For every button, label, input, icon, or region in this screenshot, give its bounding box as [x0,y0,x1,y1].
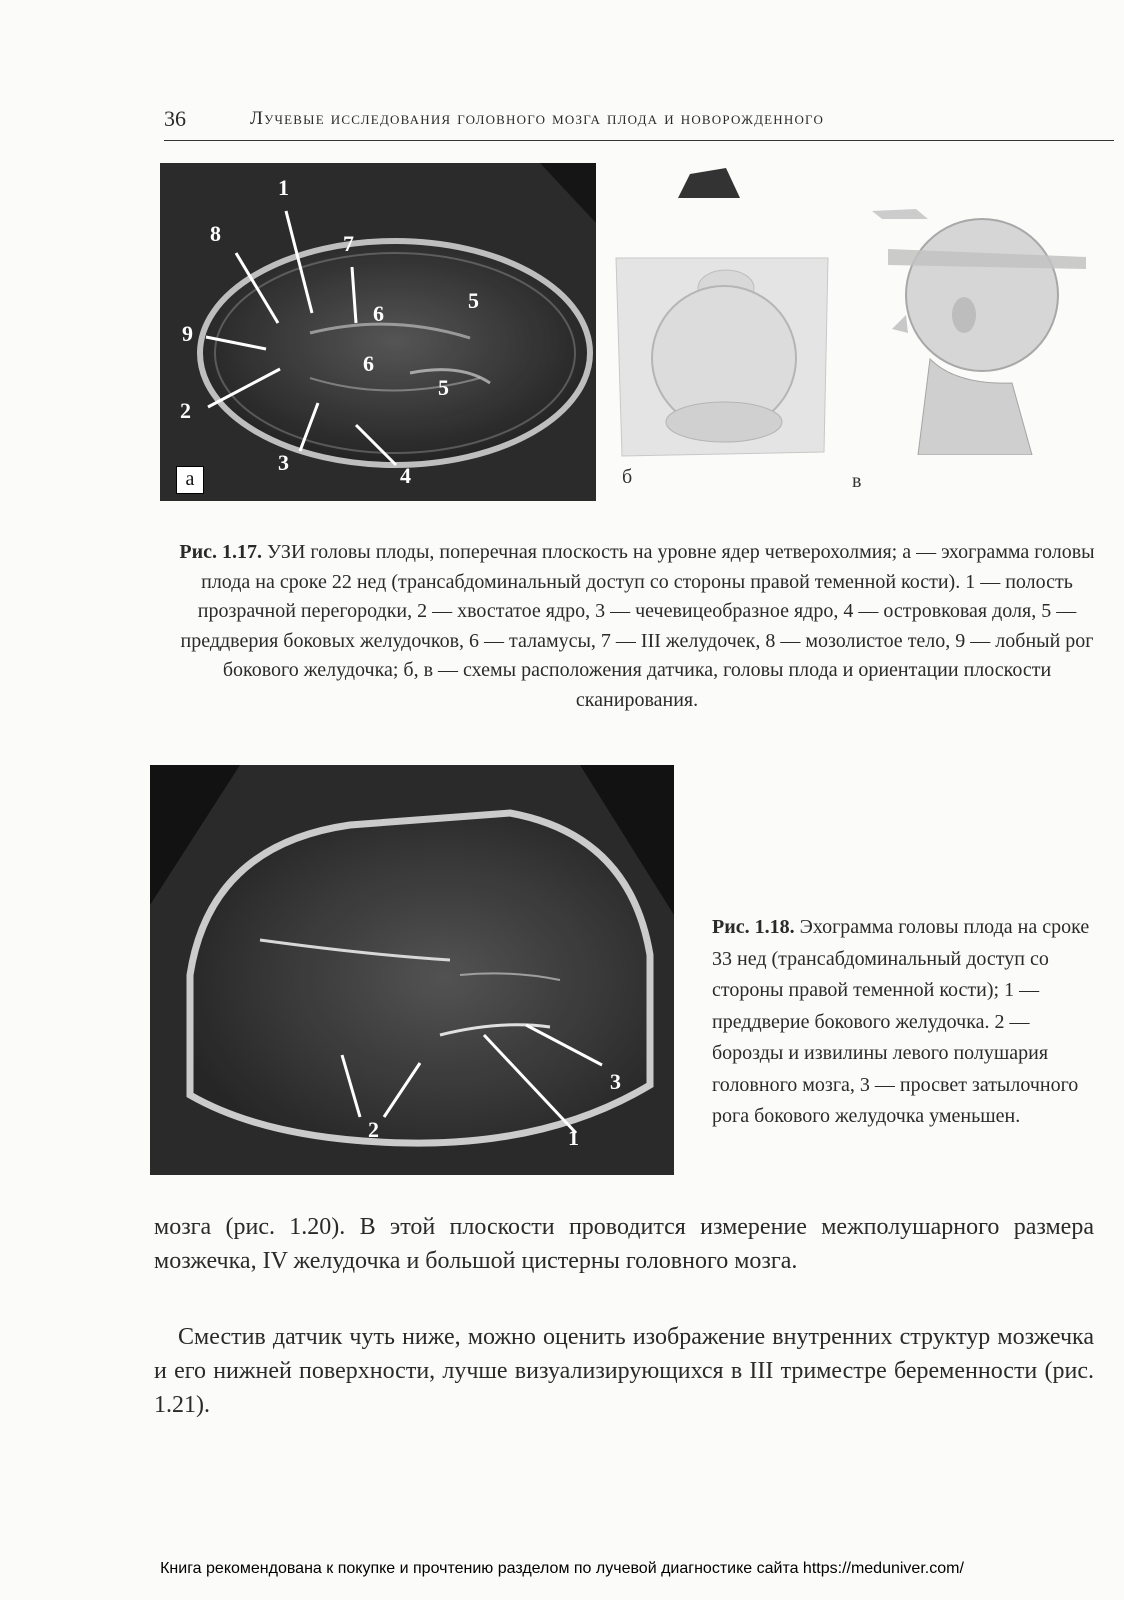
page-number: 36 [164,106,186,131]
us-label-2: 2 [180,398,191,423]
figure-1-18-caption-text: Эхограмма головы плода на сроке 33 нед (трансабдоминальный доступ со стороны правой теменной кости); 1 — преддверие бокового желудочка. 2 — борозды и извилины левого полушария головного мозга, 3 — просвет затылочного рога бокового желудочка уменьшен. [712,916,1090,1127]
body-paragraph-1: мозга (рис. 1.20). В этой плоскости проводится измерение межполушарного размера мозжечка, IV желудочка и большой цистерны головного мозга. [154,1214,1094,1274]
us-label-6a: 6 [373,301,384,326]
ultrasound-image-1-17a [160,163,596,501]
figure-1-17-caption-text: УЗИ головы плоды, поперечная плоскость на уровне ядер четверохолмия; а — эхограмма головы плода на сроке 22 нед (трансабдоминальный доступ со стороны правой теменной кости). 1 — полость прозрачной перегородки, 2 — хвостатое ядро, 3 — чечевицеобразное ядро, 4 — островковая доля, 5 — преддверия боковых желудочков, 6 — таламусы, 7 — III желудочек, 8 — мозолистое тело, 9 — лобный рог бокового желудочка; б, в — схемы расположения датчика, головы плода и ориентации плоскости сканирования. [180,541,1095,711]
body-paragraph-2-text: Сместив датчик чуть ниже, можно оценить изображение внутренних структур мозжечка и его нижней поверхности, лучше визуализирующихся в III триместре беременности (рис. 1.21). [154,1324,1094,1418]
figure-1-18-caption [712,912,1104,1133]
us-1-18-label-2: 2 [368,1117,379,1142]
body-paragraph-2 [154,1320,1094,1422]
us-label-6b: 6 [363,351,374,376]
us-label-5a: 5 [468,288,479,313]
footer-recommendation: Книга рекомендована к покупке и прочтению разделом по лучевой диагностике сайта https://meduniver.com/ [160,1560,964,1577]
us-label-7: 7 [343,231,354,256]
us-label-1: 1 [278,175,289,200]
us-label-9: 9 [182,321,193,346]
schematic-head-side-view [872,205,1086,455]
running-header [164,106,1114,141]
us-1-18-label-3: 3 [610,1069,621,1094]
running-title: Лучевые исследования головного мозга плода и новорожденного [250,108,825,129]
panel-c-letter: в [852,470,862,492]
us-label-3: 3 [278,450,289,475]
figure-1-17-caption-lead: Рис. 1.17. [179,541,263,563]
figure-1-17-caption [172,538,1102,715]
us-label-4: 4 [400,463,411,488]
schematic-head-top-view [614,160,834,460]
ultrasound-image-1-18 [150,765,674,1175]
panel-a-tag: а [176,466,204,494]
us-label-5b: 5 [438,375,449,400]
panel-b-letter: б [622,466,633,488]
us-1-18-label-1: 1 [568,1125,579,1150]
us-label-8: 8 [210,221,221,246]
figure-1-18-caption-lead: Рис. 1.18. [712,916,795,938]
